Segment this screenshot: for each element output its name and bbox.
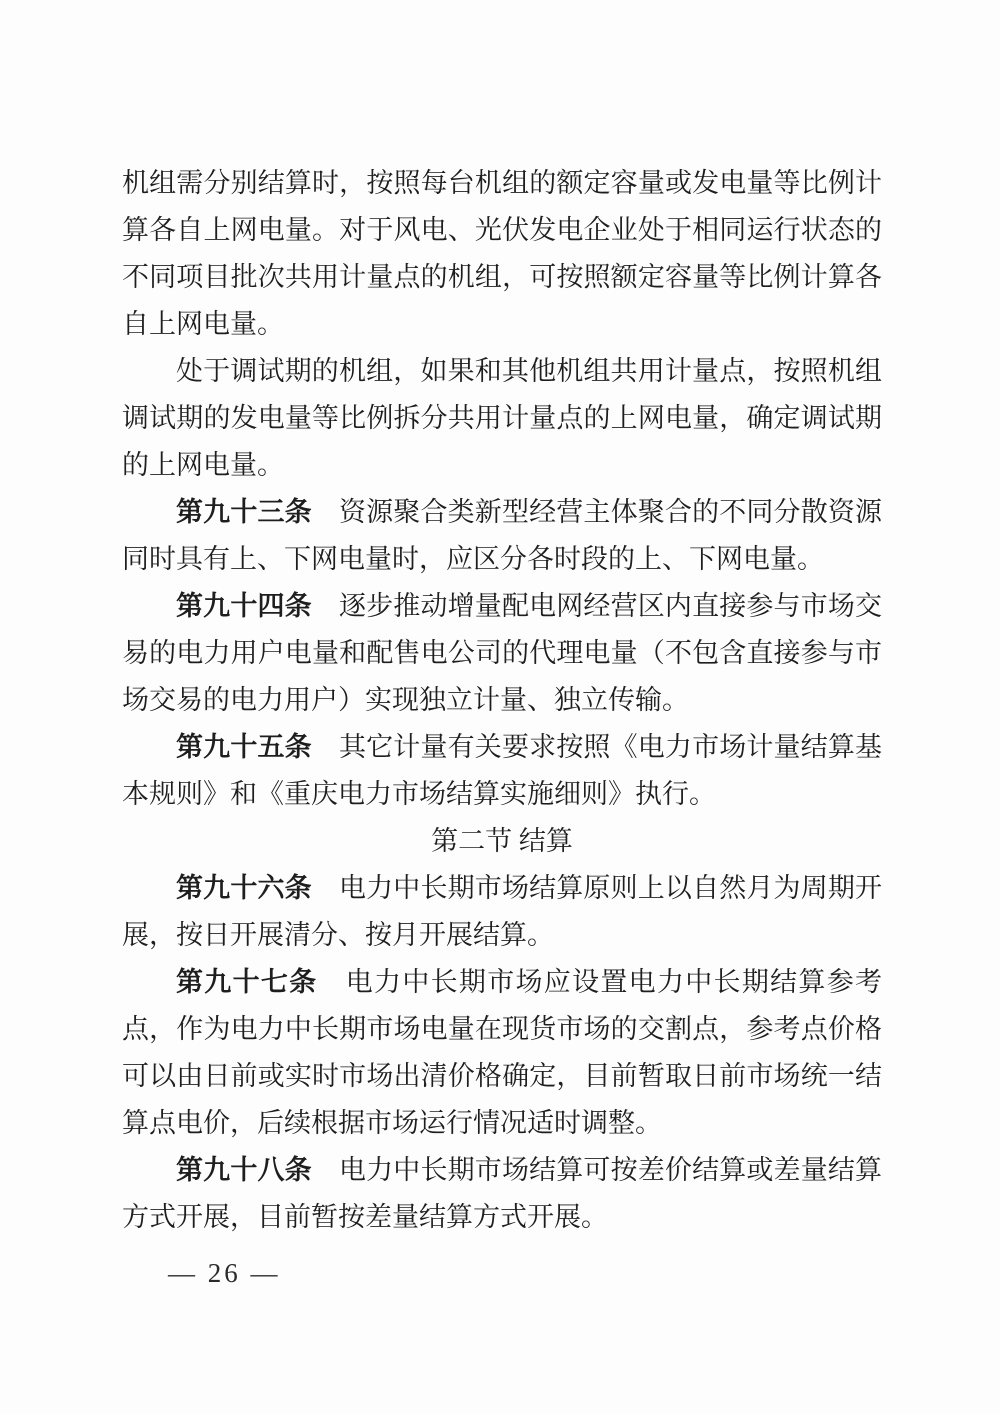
article-number: 第九十四条 (176, 591, 312, 621)
article-text: 电力中长期市场结算可按差价结算或差量结算方式开展，目前暂按差量结算方式开展。 (122, 1155, 883, 1232)
article-text: 电力中长期市场结算原则上以自然月为周期开展，按日开展清分、按月开展结算。 (122, 873, 883, 950)
article-paragraph (122, 489, 882, 583)
article-number: 第九十七条 (176, 967, 318, 997)
article-paragraph (122, 1147, 882, 1241)
article-number: 第九十八条 (176, 1155, 312, 1185)
article-number: 第九十六条 (176, 873, 312, 903)
document-body (122, 160, 882, 1241)
body-paragraph: 处于调试期的机组，如果和其他机组共用计量点，按照机组调试期的发电量等比例拆分共用计量点的上网电量，确定调试期的上网电量。 (122, 356, 882, 480)
section-heading: 第二节 结算 (431, 826, 573, 856)
article-text: 其它计量有关要求按照《电力市场计量结算基本规则》和《重庆电力市场结算实施细则》执行。 (122, 732, 883, 809)
article-text: 逐步推动增量配电网经营区内直接参与市场交易的电力用户电量和配售电公司的代理电量（不包含直接参与市场交易的电力用户）实现独立计量、独立传输。 (122, 591, 883, 715)
article-paragraph (122, 583, 882, 724)
article-text: 电力中长期市场应设置电力中长期结算参考点，作为电力中长期市场电量在现货市场的交割点，参考点价格可以由日前或实时市场出清价格确定，目前暂取日前市场统一结算点电价，后续根据市场运行情况适时调整。 (122, 967, 883, 1138)
page-number: — 26 — (168, 1258, 281, 1288)
article-paragraph (122, 959, 882, 1147)
article-paragraph (122, 865, 882, 959)
article-paragraph (122, 724, 882, 818)
article-number: 第九十三条 (176, 497, 312, 527)
article-text: 资源聚合类新型经营主体聚合的不同分散资源同时具有上、下网电量时，应区分各时段的上、下网电量。 (122, 497, 883, 574)
body-paragraph: 机组需分别结算时，按照每台机组的额定容量或发电量等比例计算各自上网电量。对于风电、光伏发电企业处于相同运行状态的不同项目批次共用计量点的机组，可按照额定容量等比例计算各自上网电量。 (122, 168, 882, 339)
article-number: 第九十五条 (176, 732, 312, 762)
